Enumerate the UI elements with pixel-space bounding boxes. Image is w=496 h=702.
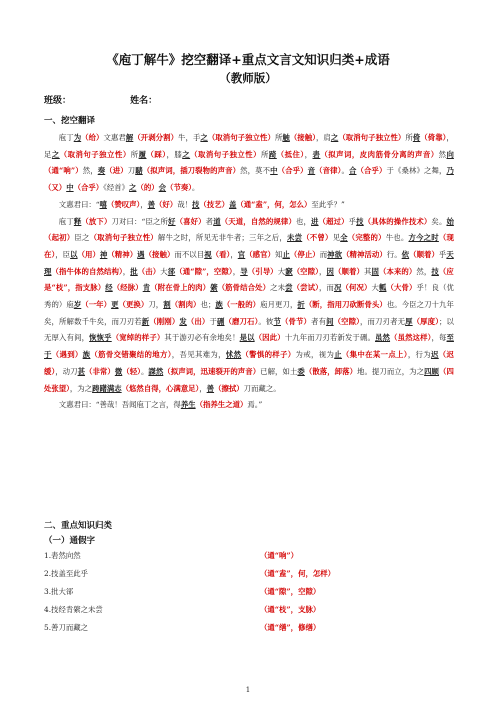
gloss-text: （更换） xyxy=(118,300,149,310)
class-name-line xyxy=(44,93,157,106)
text-run: 乎 xyxy=(348,216,357,226)
text-run: 然 xyxy=(438,149,447,159)
text-run: 而 xyxy=(319,249,328,259)
page-number: 1 xyxy=(245,686,251,694)
gloss-text: （接触） xyxy=(289,133,316,142)
key-word: 盖 xyxy=(228,199,237,209)
example-answer: （通“缮”，修缮） xyxy=(260,623,321,632)
gloss-text: （指养生之道） xyxy=(195,400,248,410)
gloss-text: （出） xyxy=(186,316,210,326)
gloss-text: （虽然这样） xyxy=(390,333,432,343)
key-word: 之 xyxy=(200,133,208,142)
key-word: 窾 xyxy=(285,266,293,276)
gloss-text: （骨节） xyxy=(280,316,312,326)
gloss-text: （停止） xyxy=(289,249,320,259)
key-word: 恢恢乎 xyxy=(89,333,112,343)
gloss-text: （悠然自得，心满意足） xyxy=(121,383,200,393)
key-word: 委 xyxy=(297,366,305,376)
gloss-text: （警惧的样子） xyxy=(241,350,296,360)
gloss-text: （精神活动） xyxy=(342,249,387,259)
text-run: ， xyxy=(140,199,148,209)
text-run: ，足 xyxy=(44,133,454,159)
key-word: 砉 xyxy=(312,149,321,159)
gloss-text: （具体的操作技术） xyxy=(363,216,432,226)
example-answer: （通“响”） xyxy=(260,551,299,560)
gloss-text: （遇到） xyxy=(51,350,83,360)
key-word: 止 xyxy=(334,350,342,360)
text-run: 解牛之时，所见无非牛者；三年之后， xyxy=(157,233,287,243)
text-run: ， xyxy=(304,149,313,159)
key-word: 未尝 xyxy=(287,233,303,243)
gloss-text: （经脉） xyxy=(112,283,143,293)
key-word: 善 xyxy=(147,199,156,209)
paragraph xyxy=(44,214,454,398)
document-title: 《庖丁解牛》挖空翻译+重点文言文知识归类+成语 xyxy=(106,52,390,67)
key-word: 神 xyxy=(99,249,108,259)
key-word: 新 xyxy=(141,316,150,326)
text-run: 矣。 xyxy=(431,216,447,226)
key-word: 善 xyxy=(206,383,215,393)
gloss-text: （空隙） xyxy=(292,266,319,276)
key-word: 尝 xyxy=(285,283,293,293)
gloss-text: （大骨） xyxy=(386,283,417,293)
key-word: 释 xyxy=(73,216,82,226)
name-label: 姓名： xyxy=(130,96,158,106)
text-run: 文惠君曰：“善哉！吾闻庖丁之言，得 xyxy=(58,400,181,410)
gloss-text: （好） xyxy=(155,199,178,209)
gloss-text: （拟声词，插刀裂物的声音） xyxy=(142,166,241,176)
key-word: 族 xyxy=(82,350,91,360)
key-word: 以 xyxy=(70,249,78,259)
key-word: 全 xyxy=(340,233,348,243)
text-run: 然，莫不 xyxy=(240,166,271,176)
gloss-text: （取消句子独立性） xyxy=(207,133,275,142)
text-run: ， xyxy=(232,266,241,276)
text-run: 所 xyxy=(261,149,269,159)
key-word: 解 xyxy=(125,133,134,142)
text-run: 庖丁 xyxy=(58,216,74,226)
list-item xyxy=(44,619,464,637)
key-word: 四顾 xyxy=(424,366,439,376)
key-word: 技 xyxy=(356,216,364,226)
gloss-text: （筋骨交错聚结的地方） xyxy=(90,350,172,360)
text-run: 臣之 xyxy=(74,233,90,243)
key-word: 奏 xyxy=(97,166,106,176)
text-run: 乎！良（优秀的）庖 xyxy=(44,283,454,310)
text-run: 文惠君 xyxy=(103,133,126,142)
text-run: ， xyxy=(199,383,207,393)
text-run: 十九年而刀刃若新发于硎。 xyxy=(284,333,375,343)
text-run: 大 xyxy=(160,266,168,276)
gloss-text: （接触） xyxy=(144,249,175,259)
key-word: 发 xyxy=(179,316,187,326)
text-run: 庖月更刀， xyxy=(260,300,298,310)
gloss-text: （音律） xyxy=(315,166,342,176)
text-run: ，肩 xyxy=(315,133,331,142)
section-heading-translation: 一、挖空翻译 xyxy=(44,116,96,126)
gloss-text: （通“隙”，空隙） xyxy=(175,266,233,276)
gloss-text: （宽绰的样子） xyxy=(111,333,165,343)
gloss-text: （取消句子独立性） xyxy=(89,233,158,243)
key-word: 軱 xyxy=(378,283,387,293)
key-word: 之 xyxy=(182,149,191,159)
text-run: 然， xyxy=(416,266,432,276)
gloss-text: （一般的） xyxy=(222,300,261,310)
list-item xyxy=(44,547,464,565)
text-run: 至此乎？” xyxy=(311,199,345,209)
gloss-text: （散落，卸落） xyxy=(304,366,358,376)
text-run: 牛，手 xyxy=(178,133,201,142)
gloss-text: （技艺） xyxy=(199,199,229,209)
gloss-text: （不曾） xyxy=(302,233,333,243)
text-run: 其于游刃必有余地矣！ xyxy=(164,333,240,343)
key-word: 间 xyxy=(326,316,334,326)
gloss-text: （踩） xyxy=(146,149,167,159)
gloss-text: （天道，自然的规律） xyxy=(220,216,296,226)
gloss-text: （割肉） xyxy=(170,300,201,310)
text-run: 于 xyxy=(209,316,217,326)
example-answer: （通“隙”，空隙） xyxy=(260,587,321,596)
key-word: 神欲 xyxy=(327,249,343,259)
key-word: 始 xyxy=(446,216,454,226)
key-word: 迟 xyxy=(431,350,439,360)
gloss-text: （擦拭） xyxy=(214,383,244,393)
text-run: 刀对曰：“臣之所 xyxy=(111,216,169,226)
gloss-text: （超过） xyxy=(318,216,349,226)
text-run: 。 xyxy=(341,166,349,176)
key-word: 岁 xyxy=(73,300,82,310)
key-word: 遇 xyxy=(137,249,145,259)
key-word: 虽然 xyxy=(375,333,391,343)
key-word: 技 xyxy=(192,199,200,209)
gloss-text: （完整的） xyxy=(347,233,386,243)
paragraph xyxy=(44,197,454,214)
key-word: 天理 xyxy=(44,249,454,276)
key-word: 倚 xyxy=(412,133,421,142)
text-run: 。 xyxy=(140,366,149,376)
gloss-text: （赞叹声） xyxy=(106,199,141,209)
key-word: 踦 xyxy=(268,149,277,159)
key-word: 导 xyxy=(240,266,248,276)
gloss-text: （喜好） xyxy=(175,216,206,226)
class-label: 班级： xyxy=(44,96,72,106)
key-word: 綮 xyxy=(210,283,218,293)
key-word: 经 xyxy=(105,283,113,293)
gloss-text: （磨刀石） xyxy=(224,316,259,326)
text-run: 也； xyxy=(200,300,216,310)
key-word: 嘻 xyxy=(99,199,107,209)
gloss-text: （的） xyxy=(136,183,159,193)
text-run: 所 xyxy=(405,133,413,142)
text-run: 刀， xyxy=(148,300,164,310)
gloss-text: （附在骨上的肉） xyxy=(150,283,211,293)
gloss-text: （又） xyxy=(44,183,67,193)
text-run: ， xyxy=(318,266,327,276)
text-run: 焉。” xyxy=(247,400,263,410)
key-word: 硎 xyxy=(216,316,225,326)
gloss-text: （尝试） xyxy=(292,283,319,293)
text-run: ，吾见其难为， xyxy=(171,350,226,360)
key-word: 视 xyxy=(204,249,212,259)
example-answer: （通“枝”，支脉） xyxy=(260,605,321,614)
key-word: 騞 xyxy=(135,166,143,176)
text-run: 大 xyxy=(371,283,379,293)
example-sentence: 1.砉然向然 xyxy=(44,551,81,560)
key-word: 族 xyxy=(215,300,223,310)
text-run: ， xyxy=(230,249,238,259)
key-word: 触 xyxy=(282,133,290,142)
text-run: 。彼 xyxy=(258,316,274,326)
key-word: 官 xyxy=(237,249,246,259)
text-run: 文惠君曰：“ xyxy=(58,199,100,209)
text-run: 然， xyxy=(82,166,98,176)
gloss-text: （起初） xyxy=(44,233,75,243)
text-run: 之未 xyxy=(270,283,286,293)
key-word: 中 xyxy=(66,183,74,193)
gloss-text: （合乎） xyxy=(277,166,308,176)
text-run: 庖丁 xyxy=(58,133,74,142)
text-run: 见 xyxy=(332,233,341,243)
paragraph xyxy=(44,397,454,414)
key-word: 况 xyxy=(333,283,342,293)
gloss-text: （看） xyxy=(211,249,231,259)
text-run: ， xyxy=(122,266,131,276)
text-run: 所 xyxy=(274,133,283,142)
gloss-text: （指牛体的自然结构） xyxy=(51,266,123,276)
translation-text xyxy=(44,130,454,414)
key-word: 踌躇满志 xyxy=(92,383,122,393)
gloss-text: （应是“枝”，指支脉） xyxy=(44,266,454,293)
gloss-text: （取消句子独立性） xyxy=(190,149,262,159)
text-run: ，每 xyxy=(431,333,447,343)
key-word: 向 xyxy=(446,149,454,159)
key-word: 之 xyxy=(330,133,339,142)
key-word: 批 xyxy=(130,266,138,276)
example-sentence: 5.善刀而藏之 xyxy=(44,623,89,632)
list-item xyxy=(44,583,464,601)
gloss-text: （倚靠） xyxy=(420,133,447,142)
key-word: 为 xyxy=(73,133,82,142)
gloss-text: （现在） xyxy=(44,233,454,259)
gloss-text: （空隙） xyxy=(333,316,360,326)
gloss-text: （击） xyxy=(137,266,161,276)
key-word: 之 xyxy=(51,149,60,159)
key-word: 甚 xyxy=(77,366,86,376)
gloss-text: （何况） xyxy=(341,283,372,293)
key-word: 好 xyxy=(168,216,176,226)
key-word: 中 xyxy=(270,166,278,176)
list-item xyxy=(44,601,464,619)
key-word: 肯 xyxy=(142,283,151,293)
gloss-text: （感官） xyxy=(245,249,276,259)
text-run: 大 xyxy=(277,266,286,276)
paragraph xyxy=(44,130,454,197)
text-run: 而不以目 xyxy=(174,249,205,259)
key-word: 之 xyxy=(129,183,137,193)
text-run: ，臣 xyxy=(55,249,71,259)
text-run: 行。 xyxy=(386,249,402,259)
example-sentence: 3.批大郤 xyxy=(44,587,74,596)
text-run: 乎 xyxy=(438,249,447,259)
gloss-text: （合乎） xyxy=(73,183,104,193)
example-sentence: 4.技经肯綮之未尝 xyxy=(44,605,103,614)
key-word: 割 xyxy=(163,300,171,310)
key-word: 音 xyxy=(307,166,316,176)
text-run: 牛也。 xyxy=(385,233,409,243)
text-run: 所 xyxy=(130,149,139,159)
gloss-text: （进） xyxy=(105,166,128,176)
text-run: 刀而藏之。 xyxy=(243,383,281,393)
text-run: 于《桑林》之舞， xyxy=(386,166,447,176)
gloss-text: （轻） xyxy=(122,366,141,376)
gloss-text: （集中在某一点上） xyxy=(341,350,408,360)
key-word: 更 xyxy=(111,300,119,310)
gloss-text: （筋骨结合处） xyxy=(217,283,271,293)
tongjiazi-list xyxy=(44,547,464,637)
gloss-text: （通“响”） xyxy=(44,166,83,176)
key-word: 方今之时 xyxy=(408,233,439,243)
text-run: 哉！ xyxy=(177,199,192,209)
text-run: 。 xyxy=(191,183,200,193)
key-word: 技 xyxy=(431,266,439,276)
gloss-text: （拟声词，迅速裂开的声音） xyxy=(163,366,261,376)
gloss-text: （本来的） xyxy=(378,266,417,276)
gloss-text: （刚刚） xyxy=(149,316,180,326)
text-run: 《经首》 xyxy=(103,183,130,193)
gloss-text: （放下） xyxy=(81,216,112,226)
key-word: 乃 xyxy=(446,166,454,176)
text-run: 其 xyxy=(363,266,372,276)
key-word: 节 xyxy=(273,316,281,326)
text-run: ；以无厚入有间， xyxy=(44,316,454,343)
key-word: 至于 xyxy=(44,333,454,360)
gloss-text: （断，指用刀砍断骨头） xyxy=(304,300,387,310)
key-word: 微 xyxy=(114,366,123,376)
key-word: 进 xyxy=(311,216,319,226)
text-run: 也。今臣之刀十九年矣，所解数千牛矣，而刀刃若 xyxy=(44,300,454,326)
gloss-text: （顺着） xyxy=(409,249,439,259)
section-heading-knowledge: 二、重点知识归类 xyxy=(44,521,113,531)
gloss-text: （节奏） xyxy=(166,183,192,193)
key-word: 郤 xyxy=(167,266,176,276)
gloss-text: （抵住） xyxy=(276,149,305,159)
key-word: 合 xyxy=(348,166,357,176)
gloss-text: （引导） xyxy=(247,266,278,276)
gloss-text: （厚度） xyxy=(412,316,440,326)
text-run: ，动刀 xyxy=(55,366,78,376)
gloss-text: （因此） xyxy=(254,333,285,343)
gloss-text: （合乎） xyxy=(356,166,387,176)
text-run: ，而 xyxy=(318,283,334,293)
key-word: 履 xyxy=(138,149,147,159)
key-word: 因 xyxy=(326,266,334,276)
text-run: ，膝 xyxy=(166,149,183,159)
gloss-text: （拟声词，皮肉筋骨分离的声音） xyxy=(320,149,439,159)
key-word: 厚 xyxy=(405,316,413,326)
gloss-text: （开剥分割） xyxy=(133,133,179,142)
key-word: 养生 xyxy=(180,400,196,410)
key-word: 止 xyxy=(282,249,290,259)
key-word: 折 xyxy=(297,300,305,310)
example-answer: （通“盍”，何，怎样） xyxy=(260,569,336,578)
gloss-text: （非常） xyxy=(85,366,115,376)
text-run: ，行为 xyxy=(407,350,432,360)
key-word: 謋然 xyxy=(148,366,164,376)
text-run: 者有 xyxy=(311,316,327,326)
gloss-text: （四处张望） xyxy=(44,366,454,393)
text-run: 知 xyxy=(275,249,283,259)
text-run: 已解，如土 xyxy=(260,366,298,376)
key-word: 怵然 xyxy=(225,350,242,360)
gloss-text: （精神） xyxy=(107,249,138,259)
key-word: 依 xyxy=(401,249,410,259)
example-sentence: 2.技盖至此乎 xyxy=(44,569,89,578)
text-run: 者 xyxy=(205,216,214,226)
text-run: 也， xyxy=(295,216,312,226)
gloss-text: （通“盍”，何，怎么） xyxy=(236,199,312,209)
text-run: ，而刀刃者无 xyxy=(360,316,406,326)
text-run: 刀 xyxy=(127,166,136,176)
list-item xyxy=(44,565,464,583)
gloss-text: （给） xyxy=(81,133,104,142)
gloss-text: （用） xyxy=(77,249,100,259)
gloss-text: （顺着） xyxy=(333,266,364,276)
subsection-heading-tongjiazi: （一）通假字 xyxy=(44,536,96,546)
document-subtitle: （教师版） xyxy=(219,71,277,85)
gloss-text: （一年） xyxy=(81,300,112,310)
text-run: ，为之 xyxy=(69,383,93,393)
gloss-text: （取消句子独立性） xyxy=(59,149,131,159)
gloss-text: （取消句子独立性） xyxy=(338,133,406,142)
key-word: 会 xyxy=(158,183,167,193)
text-run: 地。提刀而立，为之 xyxy=(357,366,425,376)
key-word: 是以 xyxy=(239,333,255,343)
key-word: 固 xyxy=(371,266,379,276)
key-word: 道 xyxy=(213,216,221,226)
gloss-text: （迟缓） xyxy=(44,350,454,376)
text-run: 为戒，视为 xyxy=(295,350,335,360)
